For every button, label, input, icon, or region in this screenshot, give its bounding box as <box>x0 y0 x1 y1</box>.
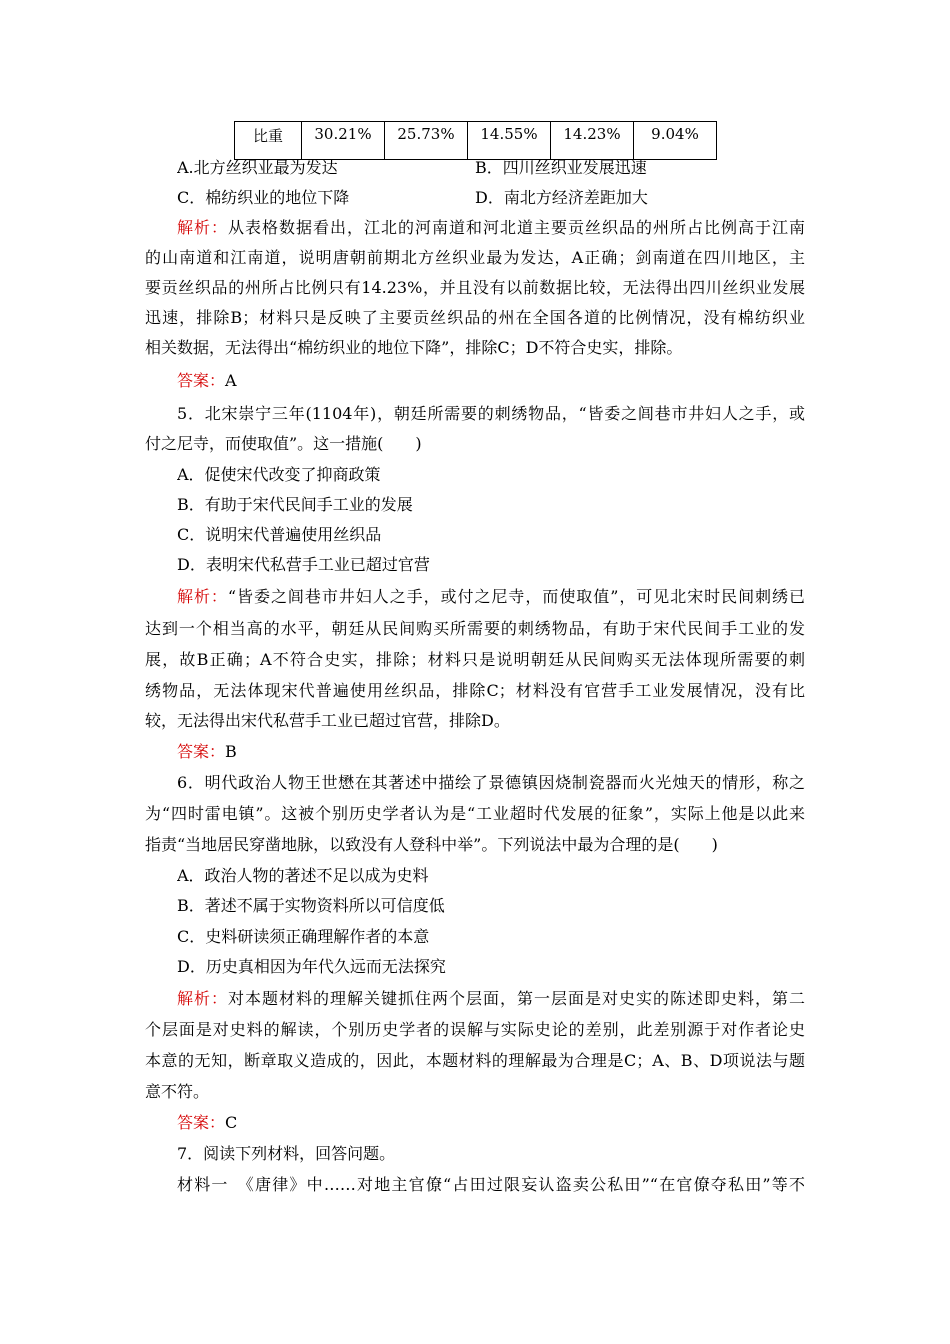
q6-analysis-line: 本意的无知，断章取义造成的，因此，本题材料的理解最为合理是C；A、B、D项说法与题 <box>145 1051 805 1070</box>
q5-analysis-line: 达到一个相当高的水平，朝廷从民间购买所需要的刺绣物品，有助于宋代民间手工业的发 <box>145 619 805 638</box>
answer-label: 答案： <box>177 371 226 390</box>
q4-answer: 答案：A <box>177 371 237 390</box>
analysis-label: 解析： <box>177 989 228 1008</box>
table-row-label: 比重 <box>235 122 302 160</box>
table-cell: 30.21% <box>302 122 385 160</box>
table-cell: 14.23% <box>551 122 634 160</box>
q4-analysis-line: 解析：从表格数据看出，江北的河南道和河北道主要贡丝织品的州所占比例高于江南 <box>177 218 805 237</box>
q4-analysis-line: 迅速，排除B；材料只是反映了主要贡丝织品的州在全国各道的比例情况，没有棉纺织业 <box>145 308 805 327</box>
q6-analysis-line: 个层面是对史料的解读，个别历史学者的误解与实际史论的差别，此差别源于对作者论史 <box>145 1020 805 1039</box>
q7-stem: 7．阅读下列材料，回答问题。 <box>177 1144 396 1163</box>
table-cell: 9.04% <box>634 122 717 160</box>
table-cell: 14.55% <box>468 122 551 160</box>
q4-option-c: C．棉纺织业的地位下降 <box>177 188 350 207</box>
q5-answer: 答案：B <box>177 742 237 761</box>
q5-analysis-line: 解析：“皆委之闾巷市井妇人之手，或付之尼寺，而使取值”，可见北宋时民间刺绣已 <box>177 587 805 606</box>
q6-option-c: C．史料研读须正确理解作者的本意 <box>177 927 430 946</box>
q6-analysis-line: 意不符。 <box>145 1082 210 1101</box>
q4-analysis-line: 相关数据，无法得出“棉纺织业的地位下降”，排除C；D不符合史实，排除。 <box>145 338 683 357</box>
q5-stem-line: 付之尼寺，而使取值”。这一措施( ) <box>145 434 422 453</box>
q5-analysis-line: 展，故B正确；A不符合史实，排除；材料只是说明朝廷从民间购买无法体现所需要的刺 <box>145 650 805 669</box>
q6-option-d: D．历史真相因为年代久远而无法探究 <box>177 957 446 976</box>
q5-option-b: B．有助于宋代民间手工业的发展 <box>177 495 413 514</box>
q4-analysis-line: 的山南道和江南道，说明唐朝前期北方丝织业最为发达，A正确；剑南道在四川地区，主 <box>145 248 805 267</box>
q5-option-a: A．促使宋代改变了抑商政策 <box>177 465 381 484</box>
q7-material-line: 材料一 《唐律》中……对地主官僚“占田过限妄认盗卖公私田”“在官僚夺私田”等不 <box>177 1175 805 1194</box>
q6-option-a: A．政治人物的著述不足以成为史料 <box>177 866 429 885</box>
q6-answer: 答案：C <box>177 1113 238 1132</box>
analysis-label: 解析： <box>177 218 228 237</box>
q4-analysis-line: 要贡丝织品的州所占比例只有14.23%，并且没有以前数据比较，无法得出四川丝织业发展 <box>145 278 805 297</box>
q5-stem-line: 5．北宋崇宁三年(1104年)，朝廷所需要的刺绣物品，“皆委之闾巷市井妇人之手，或 <box>177 404 805 423</box>
q5-analysis-line: 较，无法得出宋代私营手工业已超过官营，排除D。 <box>145 711 510 730</box>
q5-option-c: C．说明宋代普遍使用丝织品 <box>177 525 382 544</box>
q5-option-d: D．表明宋代私营手工业已超过官营 <box>177 555 430 574</box>
q6-stem-line: 为“四时雷电镇”。这被个别历史学者认为是“工业超时代发展的征象”，实际上他是以此来 <box>145 804 805 823</box>
q6-stem-line: 6．明代政治人物王世懋在其著述中描绘了景德镇因烧制瓷器而火光烛天的情形，称之 <box>177 773 805 792</box>
q6-analysis-line: 解析：对本题材料的理解关键抓住两个层面，第一层面是对史实的陈述即史料，第二 <box>177 989 805 1008</box>
q4-option-b: B．四川丝织业发展迅速 <box>475 158 647 177</box>
analysis-label: 解析： <box>177 587 228 606</box>
answer-label: 答案： <box>177 1113 226 1132</box>
q4-option-d: D．南北方经济差距加大 <box>475 188 648 207</box>
q6-stem-line: 指责“当地居民穿凿地脉，以致没有人登科中举”。下列说法中最为合理的是( ) <box>145 835 718 854</box>
table-cell: 25.73% <box>385 122 468 160</box>
q5-analysis-line: 绣物品，无法体现宋代普遍使用丝织品，排除C；材料没有官营手工业发展情况，没有比 <box>145 681 805 700</box>
answer-label: 答案： <box>177 742 226 761</box>
q4-option-a: A.北方丝织业最为发达 <box>177 158 338 177</box>
q6-option-b: B．著述不属于实物资料所以可信度低 <box>177 896 445 915</box>
